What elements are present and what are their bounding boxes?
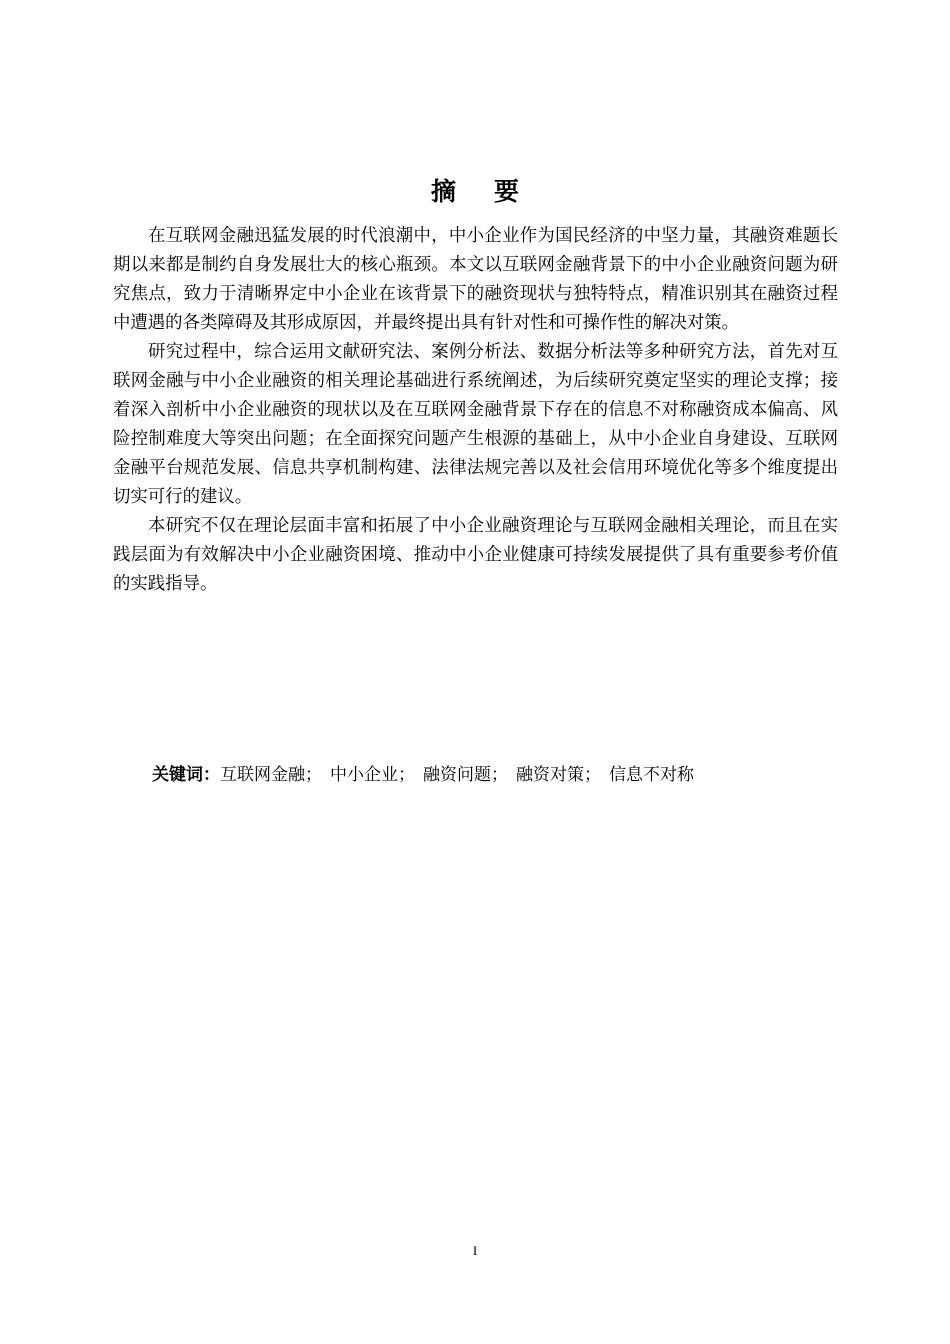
abstract-paragraph-3: 本研究不仅在理论层面丰富和拓展了中小企业融资理论与互联网金融相关理论，而且在实践层面为有效解决中小企业融资困境、推动中小企业健康可持续发展提供了具有重要参考价值的实践指导。 [113,516,838,594]
keywords-label: 关键词： [152,765,220,785]
keywords-line [152,762,852,788]
keyword-item: 融资对策 [516,765,584,785]
abstract-paragraph-2: 研究过程中，综合运用文献研究法、案例分析法、数据分析法等多种研究方法，首先对互联网金融与中小企业融资的相关理论基础进行系统阐述，为后续研究奠定坚实的理论支撑；接着深入剖析中小企业融资的现状以及在互联网金融背景下存在的信息不对称融资成本偏高、风险控制难度大等突出问题；在全面探究问题产生根源的基础上，从中小企业自身建设、互联网金融平台规范发展、信息共享机制构建、法律法规完善以及社会信用环境优化等多个维度提出切实可行的建议。 [113,342,838,507]
page-number: I [472,1243,478,1258]
keyword-separator: ； [305,765,322,785]
keyword-item: 中小企业 [330,765,398,785]
abstract-paragraph-1: 在互联网金融迅猛发展的时代浪潮中，中小企业作为国民经济的中坚力量，其融资难题长期以来都是制约自身发展壮大的核心瓶颈。本文以互联网金融背景下的中小企业融资问题为研究焦点，致力于清晰界定中小企业在该背景下的融资现状与独特特点，精准识别其在融资过程中遭遇的各类障碍及其形成原因，并最终提出具有针对性和可操作性的解决对策。 [113,226,838,333]
keyword-separator: ； [491,765,508,785]
keyword-item: 融资问题 [423,765,491,785]
abstract-body [113,222,838,599]
keyword-separator: ； [584,765,601,785]
page-title: 摘要 [430,176,557,206]
keyword-item: 互联网金融 [220,765,305,785]
keyword-separator: ； [398,765,415,785]
keyword-item: 信息不对称 [609,765,694,785]
